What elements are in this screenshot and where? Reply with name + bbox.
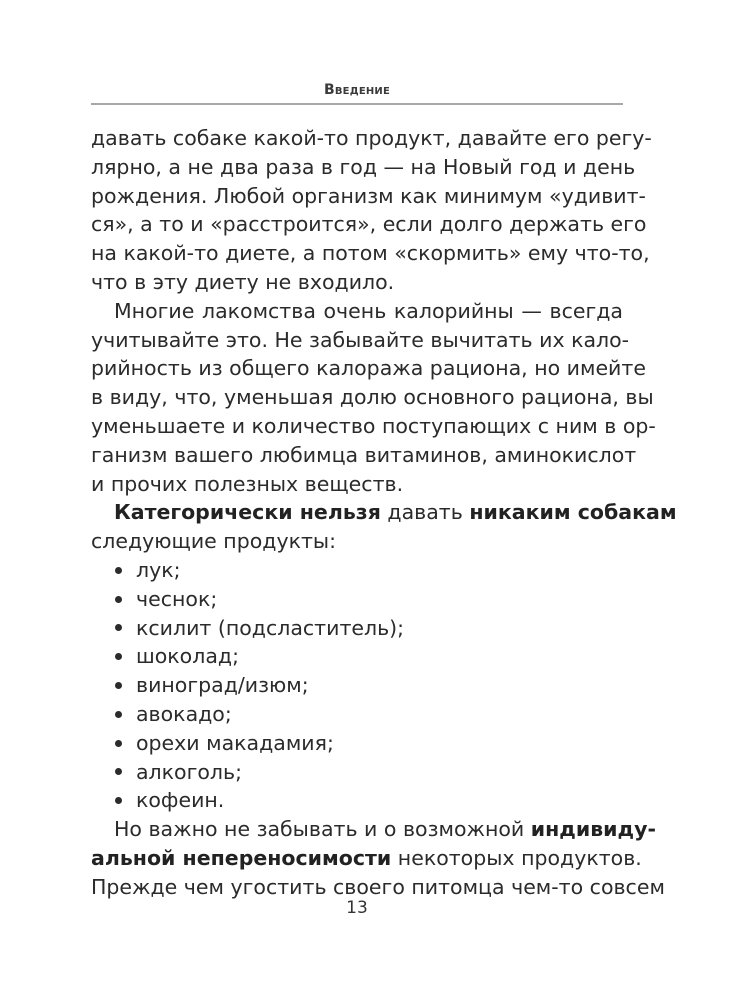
emphasis-strictly-forbidden: Категорически нельзя bbox=[114, 500, 381, 525]
text-line: ганизм вашего любимца витаминов, аминокислот bbox=[91, 442, 637, 467]
text-line: учитывайте это. Не забывайте вычитать их кало- bbox=[91, 327, 630, 352]
text-line: ся», а то и «расстроится», если долго держать его bbox=[91, 212, 647, 237]
text-line: уменьшаете и количество поступающих с ним в ор- bbox=[91, 413, 656, 438]
text-line: Многие лакомства очень калорийны — всегда bbox=[114, 298, 623, 323]
page-body bbox=[91, 124, 677, 902]
bullet-icon bbox=[115, 682, 122, 689]
bullet-icon bbox=[115, 768, 122, 775]
text-line: лярно, а не два раза в год — на Новый год и день bbox=[91, 154, 636, 179]
list-item bbox=[113, 786, 623, 815]
list-item bbox=[113, 556, 623, 585]
paragraph-regular-feeding bbox=[91, 124, 652, 297]
list-item-label: лук; bbox=[136, 557, 181, 582]
list-item-label: авокадо; bbox=[136, 701, 232, 726]
text-fragment: Но важно не забывать и о возможной bbox=[114, 817, 531, 842]
list-item bbox=[113, 671, 623, 700]
emphasis-no-dogs: никаким собакам bbox=[469, 500, 677, 525]
text-line: давать собаке какой-то продукт, давайте его регу- bbox=[91, 126, 652, 150]
header-rule-divider bbox=[91, 103, 623, 105]
list-item bbox=[113, 642, 623, 671]
list-item bbox=[113, 729, 623, 758]
list-item-label: орехи макадамия; bbox=[136, 730, 334, 755]
text-line: рождения. Любой организм как минимум «удивит- bbox=[91, 183, 646, 208]
forbidden-foods-list bbox=[91, 556, 623, 815]
text-line: в виду, что, уменьшая долю основного рациона, вы bbox=[91, 385, 654, 410]
list-item-label: кофеин. bbox=[136, 788, 225, 813]
text-line: что в эту диету не входило. bbox=[91, 269, 395, 294]
bullet-icon bbox=[115, 596, 122, 603]
list-item-label: алкоголь; bbox=[136, 759, 242, 784]
paragraph-treat-calories bbox=[91, 297, 656, 499]
page-number: 13 bbox=[346, 898, 368, 918]
list-item-label: чеснок; bbox=[136, 586, 218, 611]
list-item bbox=[113, 758, 623, 787]
running-head-title: Введение bbox=[323, 82, 391, 98]
text-fragment: некоторых продуктов. bbox=[391, 845, 642, 870]
list-item-label: шоколад; bbox=[136, 644, 239, 669]
emphasis-individual: индивиду- bbox=[530, 817, 656, 842]
list-item-label: виноград/изюм; bbox=[136, 673, 309, 698]
bullet-icon bbox=[115, 567, 122, 574]
list-item bbox=[113, 585, 623, 614]
text-line: Прежде чем угостить своего питомца чем-то совсем bbox=[91, 874, 665, 899]
bullet-icon bbox=[115, 711, 122, 718]
text-line: следующие продукты: bbox=[91, 529, 336, 554]
bullet-icon bbox=[115, 624, 122, 631]
list-item bbox=[113, 700, 623, 729]
text-line: на какой-то диете, а потом «скормить» ему что-то, bbox=[91, 241, 650, 266]
text-line bbox=[91, 844, 642, 873]
text-line bbox=[91, 498, 677, 527]
paragraph-forbidden-intro bbox=[91, 498, 677, 556]
bullet-icon bbox=[115, 653, 122, 660]
emphasis-intolerance: альной непереносимости bbox=[91, 845, 392, 870]
text-line: рийность из общего калоража рациона, но имейте bbox=[91, 356, 646, 381]
text-fragment: давать bbox=[380, 500, 470, 525]
text-line: и прочих полезных веществ. bbox=[91, 471, 404, 496]
list-item bbox=[113, 614, 623, 643]
bullet-icon bbox=[115, 740, 122, 747]
list-item-label: ксилит (подсластитель); bbox=[136, 615, 405, 640]
paragraph-individual-intolerance bbox=[91, 815, 665, 901]
text-line bbox=[91, 815, 656, 844]
bullet-icon bbox=[115, 797, 122, 804]
